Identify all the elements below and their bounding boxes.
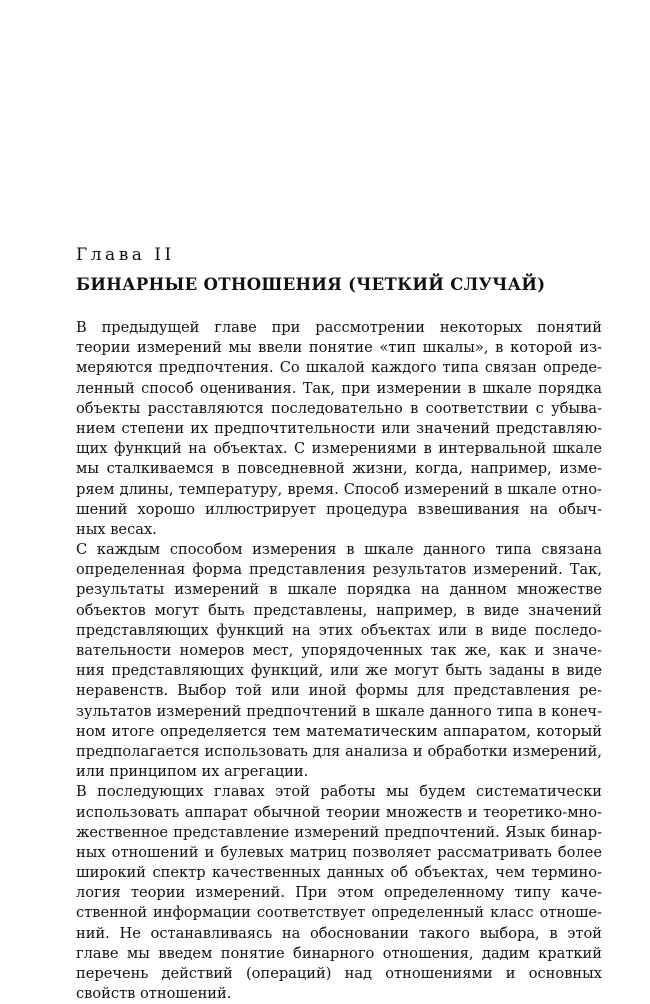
paragraph-1	[76, 318, 602, 540]
paragraph-line: перечень действий (операций) над отношениями и основных	[76, 965, 602, 982]
paragraph-line: главе мы введем понятие бинарного отношения, дадим краткий	[76, 944, 602, 962]
paragraph-line: ний. Не останавливаясь на обосновании такого выбора, в этой	[76, 924, 602, 942]
paragraph-line: жественное представление измерений предпочтений. Язык бинар-	[76, 823, 602, 841]
paragraph-line: мы сталкиваемся в повседневной жизни, когда, например, изме-	[76, 460, 602, 478]
paragraph-line: шений хорошо иллюстрирует процедура взвешивания на обыч-	[76, 500, 602, 518]
paragraph-line: ственной информации соответствует определенный класс отноше-	[76, 904, 602, 922]
paragraph-line: ряем длины, температуру, время. Способ измерений в шкале отно-	[76, 480, 602, 498]
paragraph-line: ных отношений и булевых матриц позволяет рассматривать более	[76, 843, 602, 861]
paragraph-line: объектов могут быть представлены, например, в виде значений	[76, 601, 602, 619]
paragraph-line: неравенств. Выбор той или иной формы для представления ре-	[76, 682, 602, 700]
paragraph-line: предполагается использовать для анализа и обработки измерений,	[76, 742, 602, 760]
paragraph-line: определенная форма представления результатов измерений. Так,	[76, 561, 602, 579]
paragraph-line: В последующих главах этой работы мы будем систематически	[76, 783, 602, 801]
chapter-label: Глава II	[76, 245, 175, 265]
paragraph-line: ном итоге определяется тем математическим аппаратом, который	[76, 722, 602, 740]
paragraph-3	[76, 782, 602, 1004]
chapter-title: БИНАРНЫЕ ОТНОШЕНИЯ (ЧЕТКИЙ СЛУЧАЙ)	[76, 275, 546, 294]
paragraph-line: представляющих функций на этих объектах или в виде последо-	[76, 621, 602, 639]
paragraph-line: использовать аппарат обычной теории множеств и теоретико-мно-	[76, 803, 602, 821]
paragraph-line: вательности номеров мест, упорядоченных так же, как и значе-	[76, 642, 602, 659]
paragraph-line: объекты расставляются последовательно в соответствии с убыва-	[76, 399, 602, 417]
paragraph-line: щих функций на объектах. С измерениями в интервальной шкале	[76, 440, 602, 458]
paragraph-line: результаты измерений в шкале порядка на данном множестве	[76, 581, 602, 599]
paragraph-line: ленный способ оценивания. Так, при измерении в шкале порядка	[76, 379, 602, 397]
paragraph-line: меряются предпочтения. Со шкалой каждого типа связан опреде-	[76, 359, 602, 377]
paragraph-line: логия теории измерений. При этом определенному типу каче-	[76, 884, 602, 902]
paragraph-line: зультатов измерений предпочтений в шкале данного типа в конеч-	[76, 702, 602, 720]
paragraph-line: или принципом их агрегации.	[76, 763, 309, 781]
paragraph-line: свойств отношений.	[76, 985, 232, 1003]
paragraph-line: ния представляющих функций, или же могут быть заданы в виде	[76, 662, 602, 680]
paragraph-2	[76, 540, 602, 782]
paragraph-line: С каждым способом измерения в шкале данного типа связана	[76, 541, 602, 559]
paragraph-line: ных весах.	[76, 520, 157, 538]
paragraph-line: теории измерений мы ввели понятие «тип шкалы», в которой из-	[76, 339, 602, 357]
paragraph-line: нием степени их предпочтительности или значений представляю-	[76, 419, 602, 437]
paragraph-line: В предыдущей главе при рассмотрении некоторых понятий	[76, 319, 602, 336]
book-page	[76, 244, 602, 1004]
paragraph-line: широкий спектр качественных данных об объектах, чем термино-	[76, 864, 602, 882]
